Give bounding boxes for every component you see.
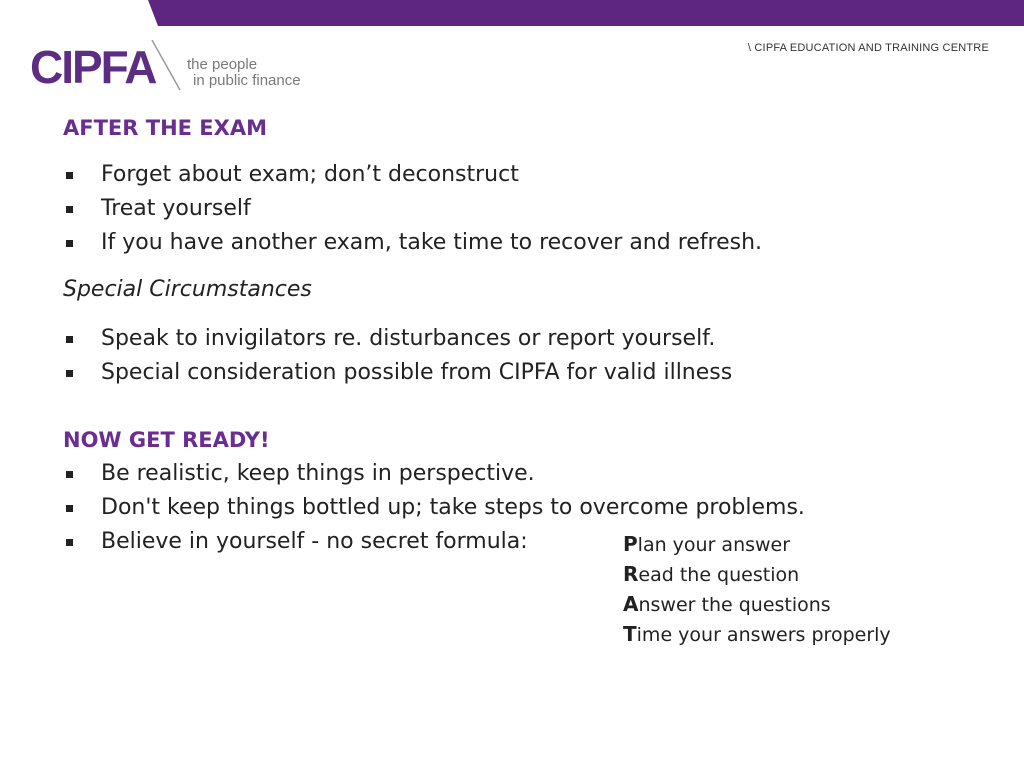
after-exam-list <box>63 158 762 260</box>
prat-item: Plan your answer <box>623 532 791 556</box>
bullet-icon <box>66 206 73 213</box>
logo-wordmark: CIPFA <box>30 41 156 93</box>
cipfa-logo <box>30 40 330 100</box>
top-accent-band <box>0 0 1024 26</box>
list-item: Believe in yourself - no secret formula: <box>63 525 805 559</box>
logo-tagline-line2: in public finance <box>193 72 301 89</box>
bullet-icon <box>66 471 73 478</box>
prat-item: Read the question <box>623 562 800 586</box>
special-circumstances-heading: Special Circumstances <box>63 277 312 302</box>
get-ready-heading: NOW GET READY! <box>63 428 270 452</box>
bullet-icon <box>66 336 73 343</box>
list-item: Don't keep things bottled up; take steps to overcome problems. <box>63 491 805 525</box>
prat-item: Time your answers properly <box>623 622 891 646</box>
list-item: Speak to invigilators re. disturbances or report yourself. <box>63 322 732 356</box>
education-centre-label: \ CIPFA EDUCATION AND TRAINING CENTRE <box>747 42 989 54</box>
bullet-icon <box>66 539 73 546</box>
logo-tagline <box>187 57 301 89</box>
bullet-icon <box>66 370 73 377</box>
bullet-icon <box>66 172 73 179</box>
bullet-icon <box>66 240 73 247</box>
list-item: Special consideration possible from CIPFA for valid illness <box>63 356 732 390</box>
logo-slash-divider <box>150 40 190 95</box>
special-circumstances-list <box>63 322 732 390</box>
list-item: If you have another exam, take time to recover and refresh. <box>63 226 762 260</box>
list-item: Be realistic, keep things in perspective. <box>63 457 805 491</box>
list-item: Treat yourself <box>63 192 762 226</box>
prat-item: Answer the questions <box>623 592 831 616</box>
logo-tagline-line1: the people <box>187 56 258 73</box>
list-item: Forget about exam; don’t deconstruct <box>63 158 762 192</box>
bullet-icon <box>66 505 73 512</box>
prat-acronym-list <box>623 529 891 649</box>
after-exam-heading: AFTER THE EXAM <box>63 116 267 140</box>
